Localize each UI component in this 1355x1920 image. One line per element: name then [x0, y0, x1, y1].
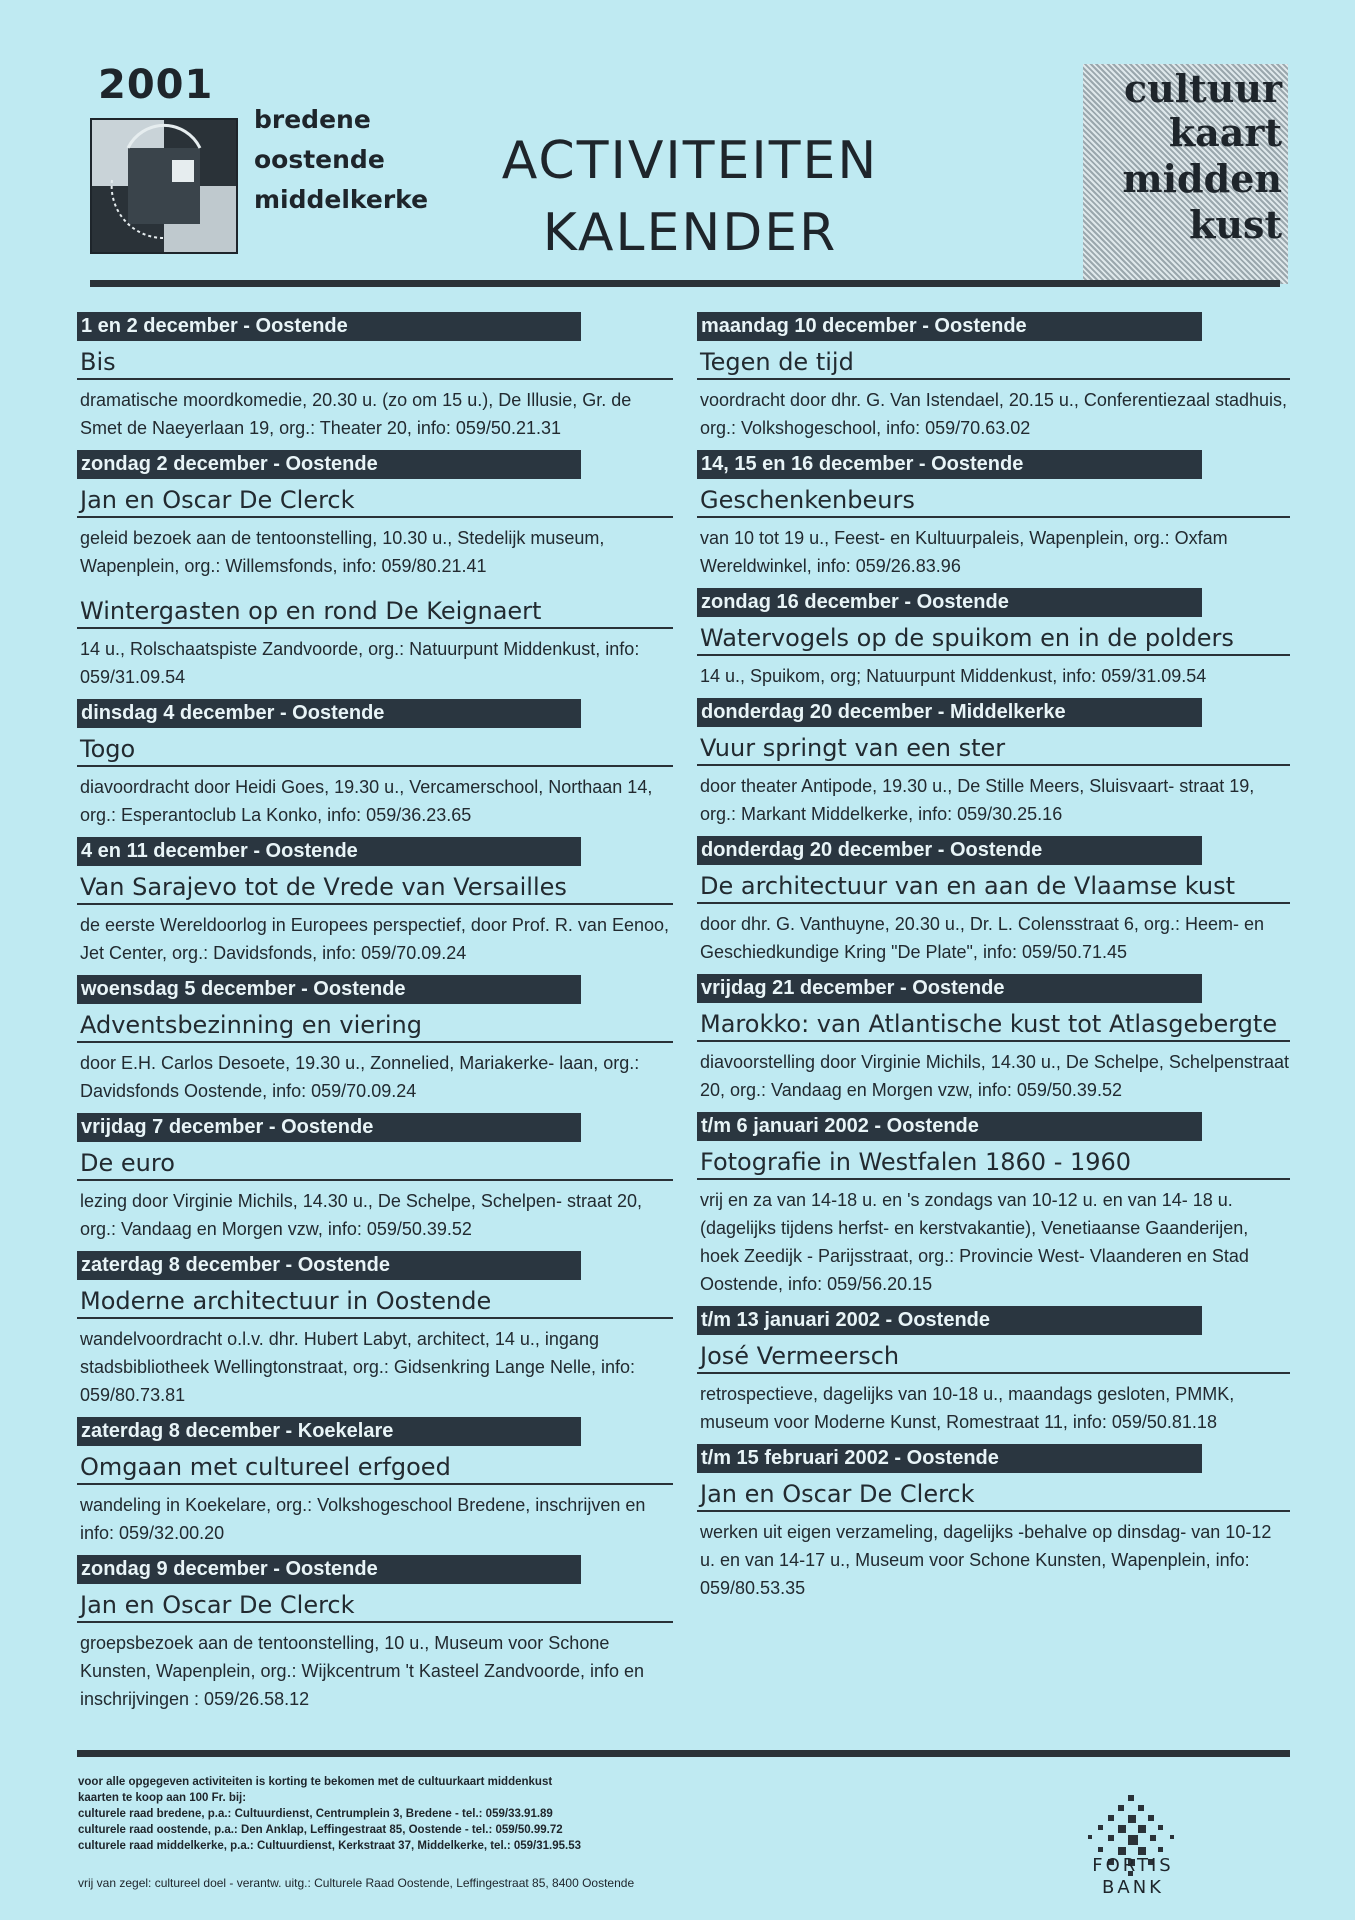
event-item [697, 588, 1290, 690]
event-title: Omgaan met cultureel erfgoed [77, 1446, 673, 1485]
event-title: Geschenkenbeurs [697, 479, 1290, 518]
event-title: Jan en Oscar De Clerck [77, 479, 673, 518]
event-description: wandeling in Koekelare, org.: Volkshogeschool Bredene, inschrijven en info: 059/32.00.20 [80, 1495, 646, 1543]
header-divider [90, 280, 1280, 287]
event-title: Marokko: van Atlantische kust tot Atlasgebergte [697, 1003, 1290, 1042]
event-item [697, 698, 1290, 828]
event-item [697, 1306, 1290, 1436]
event-description: diavoorstelling door Virginie Michils, 14.30 u., De Schelpe, Schelpenstraat 20, org.: Vandaag en Morgen vzw, info: 059/50.39.52 [700, 1052, 1289, 1100]
event-item [77, 312, 673, 442]
region-logo [90, 118, 238, 254]
kaart-line-1: cultuur [1123, 66, 1282, 111]
event-date: woensdag 5 december - Oostende [77, 975, 581, 1004]
event-description: van 10 tot 19 u., Feest- en Kultuurpaleis, Wapenplein, org.: Oxfam Wereldwinkel, info: 059/26.83.96 [700, 528, 1228, 576]
event-item [77, 1113, 673, 1243]
event-date: zaterdag 8 december - Oostende [77, 1251, 581, 1280]
left-column [77, 312, 673, 1713]
event-date: dinsdag 4 december - Oostende [77, 699, 581, 728]
town-middelkerke: middelkerke [254, 185, 429, 214]
event-item [697, 312, 1290, 442]
town-bredene: bredene [254, 105, 371, 134]
event-title: Van Sarajevo tot de Vrede van Versailles [77, 866, 673, 905]
event-date: t/m 15 februari 2002 - Oostende [697, 1444, 1202, 1473]
title-line-2: KALENDER [542, 203, 838, 263]
event-title: Fotografie in Westfalen 1860 - 1960 [697, 1141, 1290, 1180]
event-date: t/m 6 januari 2002 - Oostende [697, 1112, 1202, 1141]
event-description: retrospectieve, dagelijks van 10-18 u., maandags gesloten, PMMK, museum voor Moderne Kunst, Romestraat 11, info: 059/50.81.18 [700, 1384, 1235, 1432]
footer-line: kaarten te koop aan 100 Fr. bij: [78, 1792, 247, 1804]
event-date: 14, 15 en 16 december - Oostende [697, 450, 1202, 479]
footer-line: culturele raad middelkerke, p.a.: Cultuurdienst, Kerkstraat 37, Middelkerke, tel.: 059/31.95.53 [78, 1840, 582, 1852]
event-title: De euro [77, 1142, 673, 1181]
region-logo-graphic [92, 120, 236, 252]
event-description: 14 u., Rolschaatspiste Zandvoorde, org.: Natuurpunt Middenkust, info: 059/31.09.54 [80, 639, 640, 687]
event-item [697, 974, 1290, 1104]
footer-line: culturele raad oostende, p.a.: Den Anklap, Leffingestraat 85, Oostende - tel.: 059/50.99.72 [78, 1824, 563, 1836]
sponsor-name [1058, 1855, 1208, 1899]
event-title: Jan en Oscar De Clerck [77, 1584, 673, 1623]
event-title: Jan en Oscar De Clerck [697, 1473, 1290, 1512]
event-title: De architectuur van en aan de Vlaamse kust [697, 865, 1290, 904]
town-oostende: oostende [254, 145, 385, 174]
event-description: lezing door Virginie Michils, 14.30 u., De Schelpe, Schelpen- straat 20, org.: Vandaag en Morgen vzw, info: 059/50.39.52 [80, 1191, 642, 1239]
event-date: 1 en 2 december - Oostende [77, 312, 581, 341]
towns-list [254, 100, 428, 220]
event-date: t/m 13 januari 2002 - Oostende [697, 1306, 1202, 1335]
event-date: zaterdag 8 december - Koekelare [77, 1417, 581, 1446]
event-description: diavoordracht door Heidi Goes, 19.30 u., Vercamerschool, Northaan 14, org.: Esperantoclub La Konko, info: 059/36.23.65 [80, 777, 653, 825]
event-date: donderdag 20 december - Middelkerke [697, 698, 1202, 727]
kaart-line-3: midden [1122, 156, 1282, 201]
event-item [697, 1112, 1290, 1298]
event-description: door dhr. G. Vanthuyne, 20.30 u., Dr. L. Colensstraat 6, org.: Heem- en Geschiedkundige Kring "De Plate", info: 059/50.71.45 [700, 914, 1264, 962]
event-description: de eerste Wereldoorlog in Europees perspectief, door Prof. R. van Eenoo, Jet Center, org.: Davidsfonds, info: 059/70.09.24 [80, 915, 670, 963]
event-description: door theater Antipode, 19.30 u., De Stille Meers, Sluisvaart- straat 19, org.: Markant Middelkerke, info: 059/30.25.16 [700, 776, 1255, 824]
event-item [697, 836, 1290, 966]
event-description: geleid bezoek aan de tentoonstelling, 10.30 u., Stedelijk museum, Wapenplein, org.: Willemsfonds, info: 059/80.21.41 [80, 528, 605, 576]
event-description: groepsbezoek aan de tentoonstelling, 10 u., Museum voor Schone Kunsten, Wapenplein, org.: Wijkcentrum 't Kasteel Zandvoorde, info en inschrijvingen : 059/26.58.12 [80, 1633, 645, 1709]
event-item [77, 590, 673, 691]
event-title: Adventsbezinning en viering [77, 1004, 673, 1043]
event-description: voordracht door dhr. G. Van Istendael, 20.15 u., Conferentiezaal stadhuis, org.: Volkshogeschool, info: 059/70.63.02 [700, 390, 1288, 438]
event-date: 4 en 11 december - Oostende [77, 837, 581, 866]
footer-line: culturele raad bredene, p.a.: Cultuurdienst, Centrumplein 3, Bredene - tel.: 059/33.91.89 [78, 1808, 553, 1820]
event-title: José Vermeersch [697, 1335, 1290, 1374]
event-date: donderdag 20 december - Oostende [697, 836, 1202, 865]
kaart-line-2: kaart [1168, 110, 1282, 155]
event-item [77, 975, 673, 1105]
footer-line: voor alle opgegeven activiteiten is korting te bekomen met de cultuurkaart middenkust [78, 1776, 553, 1788]
event-item [77, 1251, 673, 1409]
right-column [697, 312, 1290, 1602]
year: 2001 [98, 62, 214, 108]
event-date: vrijdag 7 december - Oostende [77, 1113, 581, 1142]
event-item [77, 1417, 673, 1547]
event-item [697, 450, 1290, 580]
page-title [420, 125, 960, 269]
imprint: vrij van zegel: cultureel doel - verantw. uitg.: Culturele Raad Oostende, Leffingestraat 85, 8400 Oostende [78, 1876, 635, 1890]
event-description: dramatische moordkomedie, 20.30 u. (zo om 15 u.), De Illusie, Gr. de Smet de Naeyerlaan 19, org.: Theater 20, info: 059/50.21.31 [80, 390, 632, 438]
event-title: Moderne architectuur in Oostende [77, 1280, 673, 1319]
cultuurkaart-logo [1028, 64, 1288, 284]
event-title: Tegen de tijd [697, 341, 1290, 380]
event-item [77, 837, 673, 967]
event-title: Watervogels op de spuikom en in de polders [697, 617, 1290, 656]
event-description: vrij en za van 14-18 u. en 's zondags van 10-12 u. en van 14- 18 u. (dagelijks tijdens herfst- en kerstvakantie), Venetiaanse Gaanderijen, hoek Zeedijk - Parijsstraat, org.: Provincie West- Vlaanderen en Stad Oostende, info: 059/56.20.15 [700, 1190, 1249, 1294]
event-item [77, 450, 673, 580]
sponsor-line-1: FORTIS [1092, 1855, 1174, 1876]
event-title: Bis [77, 341, 673, 380]
event-description: werken uit eigen verzameling, dagelijks -behalve op dinsdag- van 10-12 u. en van 14-17 u., Museum voor Schone Kunsten, Wapenplein, info: 059/80.53.35 [700, 1522, 1272, 1598]
footer-info [78, 1774, 581, 1854]
footer-divider [77, 1750, 1290, 1757]
event-title: Togo [77, 728, 673, 767]
event-date: zondag 9 december - Oostende [77, 1555, 581, 1584]
event-description: door E.H. Carlos Desoete, 19.30 u., Zonnelied, Mariakerke- laan, org.: Davidsfonds Oostende, info: 059/70.09.24 [80, 1053, 640, 1101]
event-title: Vuur springt van een ster [697, 727, 1290, 766]
event-description: wandelvoordracht o.l.v. dhr. Hubert Labyt, architect, 14 u., ingang stadsbibliotheek Wellingtonstraat, org.: Gidsenkring Lange Nelle, info: 059/80.73.81 [80, 1329, 635, 1405]
event-item [77, 1555, 673, 1713]
event-date: zondag 16 december - Oostende [697, 588, 1202, 617]
event-title: Wintergasten op en rond De Keignaert [77, 590, 673, 629]
event-item [697, 1444, 1290, 1602]
title-line-1: ACTIVITEITEN [501, 131, 879, 191]
event-item [77, 699, 673, 829]
event-date: maandag 10 december - Oostende [697, 312, 1202, 341]
event-description: 14 u., Spuikom, org; Natuurpunt Middenkust, info: 059/31.09.54 [700, 666, 1207, 686]
sponsor-line-2: BANK [1102, 1877, 1164, 1898]
event-date: vrijdag 21 december - Oostende [697, 974, 1202, 1003]
event-date: zondag 2 december - Oostende [77, 450, 581, 479]
kaart-line-4: kust [1189, 202, 1282, 247]
